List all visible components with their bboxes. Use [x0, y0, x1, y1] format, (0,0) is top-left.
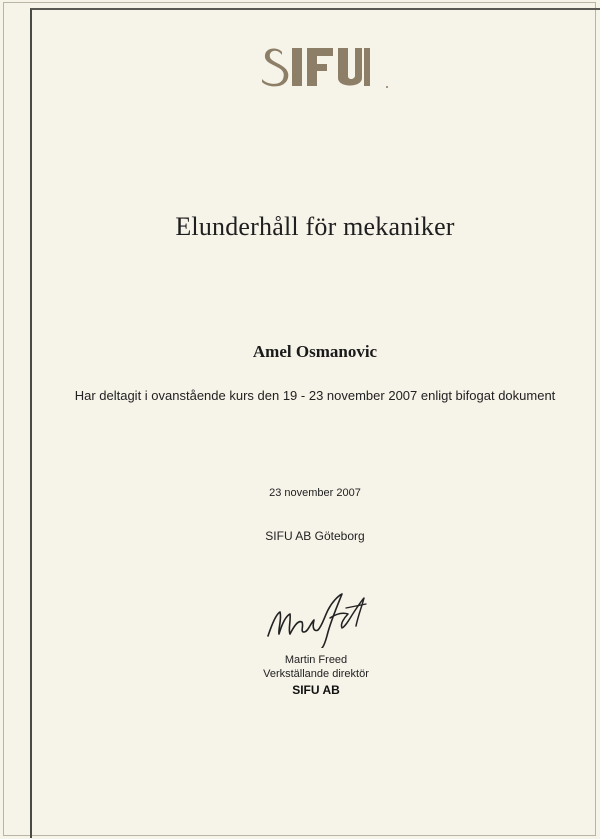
sifu-logo	[258, 40, 376, 90]
signatory-name: Martin Freed	[284, 654, 348, 666]
handwritten-signature	[262, 588, 382, 648]
issue-date: 23 november 2007	[269, 487, 361, 499]
signatory-company: SIFU AB	[292, 683, 340, 697]
signatory-title: Verkställande direktör	[263, 668, 369, 680]
completion-statement: Har deltagit i ovanstående kurs den 19 - 23 november 2007 enligt bifogat dokument	[74, 388, 556, 403]
page-inner-border	[30, 8, 600, 838]
logo-mark-dot	[386, 86, 388, 88]
participant-name: Amel Osmanovic	[252, 342, 378, 361]
organization-location: SIFU AB Göteborg	[265, 529, 365, 543]
course-title: Elunderhåll för mekaniker	[175, 212, 455, 241]
